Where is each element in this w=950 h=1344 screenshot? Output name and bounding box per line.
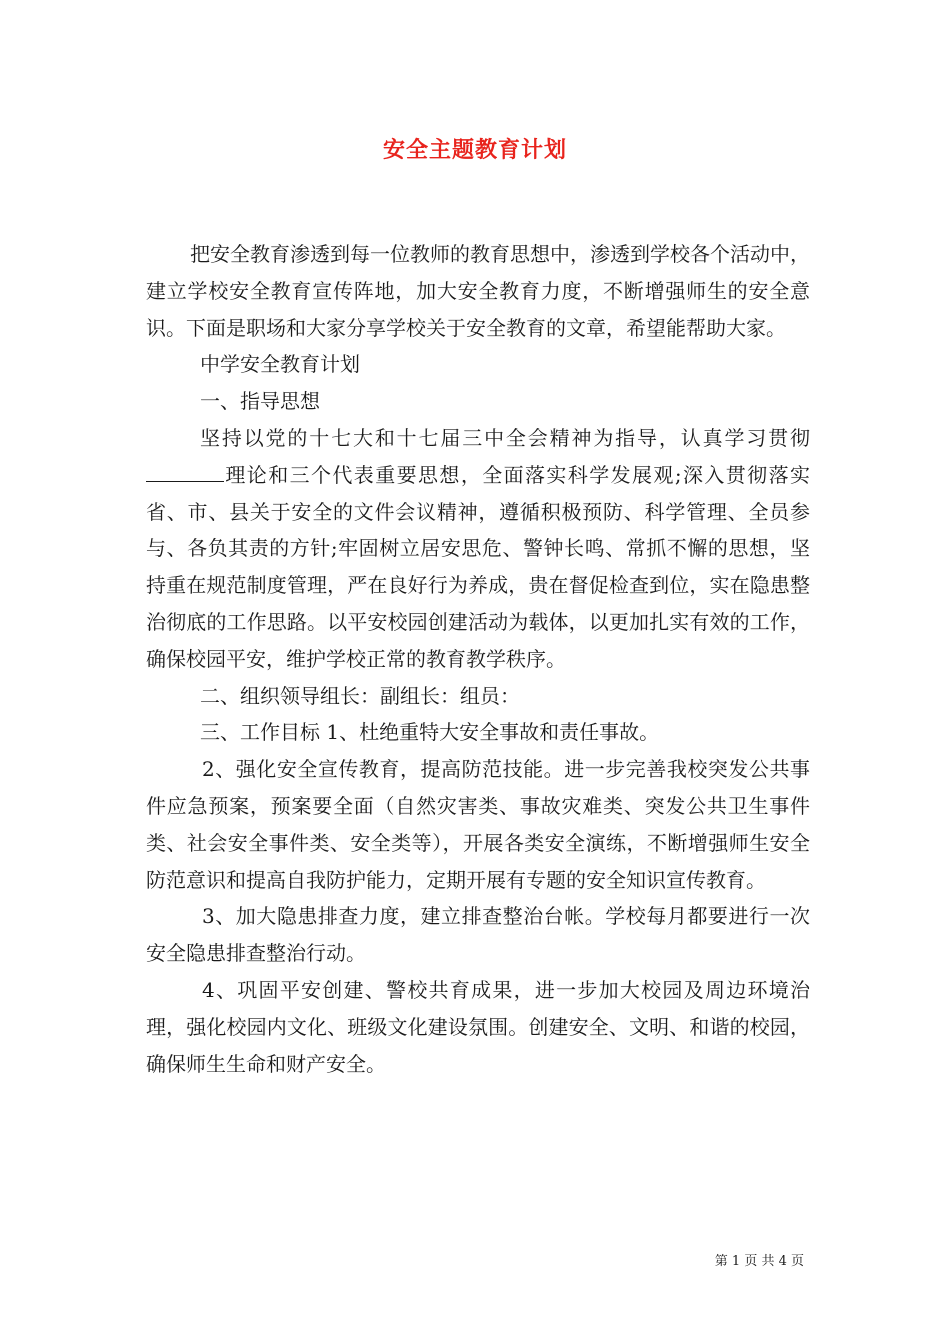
blank-underline (146, 463, 224, 482)
page-number-footer: 第 1 页 共 4 页 (714, 1254, 804, 1269)
document-body (146, 236, 810, 1082)
section1-text-part1: 坚持以党的十七大和十七届三中全会精神为指导，认真学习贯彻 (200, 425, 810, 450)
section1-heading: 一、指导思想 (200, 389, 320, 414)
section1-text-part2: 理论和三个代表重要思想，全面落实科学发展观;深入贯彻落实省、市、县关于安全的文件会议精神，遵循积极预防、科学管理、全员参与、各负其责的方针;牢固树立居安思危、警钟长鸣、常抓不懈的思想，坚持重在规范制度管理，严在良好行为养成，贵在督促检查到位，实在隐患整治彻底的工作思路。以平安校园创建活动为载体，以更加扎实有效的工作，确保校园平安，维护学校正常的教育教学秩序。 (146, 462, 810, 671)
item3-paragraph: 3、加大隐患排查力度，建立排查整治台帐。学校每月都要进行一次安全隐患排查整治行动。 (146, 904, 810, 966)
subtitle-heading: 中学安全教育计划 (200, 352, 360, 377)
item4-paragraph: 4、巩固平安创建、警校共育成果，进一步加大校园及周边环境治理，强化校园内文化、班级文化建设氛围。创建安全、文明、和谐的校园，确保师生生命和财产安全。 (146, 977, 810, 1076)
document-title: 安全主题教育计划 (382, 137, 567, 163)
section1-paragraph (146, 420, 810, 678)
item2-paragraph: 2、强化安全宣传教育，提高防范技能。进一步完善我校突发公共事件应急预案，预案要全面（自然灾害类、事故灾难类、突发公共卫生事件类、社会安全事件类、安全类等），开展各类安全演练，不断增强师生安全防范意识和提高自我防护能力，定期开展有专题的安全知识宣传教育。 (146, 757, 810, 892)
section3-paragraph: 三、工作目标 1、杜绝重特大安全事故和责任事故。 (200, 720, 660, 745)
intro-paragraph: 把安全教育渗透到每一位教师的教育思想中，渗透到学校各个活动中，建立学校安全教育宣传阵地，加大安全教育力度，不断增强师生的安全意识。下面是职场和大家分享学校关于安全教育的文章，希望能帮助大家。 (146, 242, 810, 340)
section2-paragraph: 二、组织领导组长：副组长：组员： (200, 683, 520, 708)
